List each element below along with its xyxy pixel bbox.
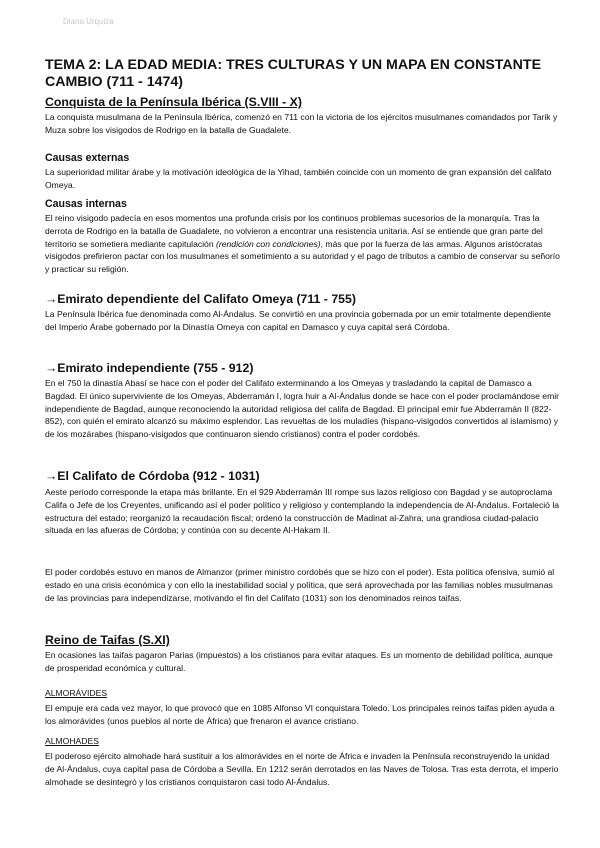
taifas-heading: Reino de Taifas (S.XI)	[45, 633, 170, 647]
internas-text-a: El reino visigodo padecía en esos momentos una profunda crisis por los continuos problemas sucesorios de la monarquía. Tras la derrota de Rodrigo en la batalla de Guadalete, no volvieron a encontrar una resistencia unitaria. Así se entiende que gran parte del territorio se sometiera mediante capitulación	[45, 213, 543, 249]
almohades-text: El poderoso ejército almohade hará sustituir a los almorávides en el norte de África e invaden la Península reconstruyendo la unidad de Al-Ándalus, cuya capital pasa de Córdoba a Sevilla. En 1212 serán derrotados en las Naves de Tolosa. Tras esta derrota, el imperio almohade se desintegró y los cristianos conquistaron casi todo Al-Ándalus.	[45, 751, 559, 787]
internas-text-italic: (rendición con condiciones)	[216, 238, 321, 249]
emirato-independiente-heading: →Emirato independiente (755 - 912)	[45, 361, 254, 375]
taifas-text: En ocasiones las taifas pagaron Parias (impuestos) a los cristianos para evitar ataques. Es un momento de debilidad política, aunque de prosperidad económica y cultural.	[45, 650, 553, 673]
conquista-text: La conquista musulmana de la Península Ibérica, comenzó en 711 con la victoria de los ejércitos musulmanes comandados por Tarik y Muza sobre los visigodos de Rodrigo en la batalla de Guadalete.	[45, 112, 558, 135]
emirato-dependiente-text: La Península Ibérica fue denominada como Al-Ándalus. Se convirtió en una provincia gobernada por un emir totalmente dependiente del Imperio Árabe gobernado por la Dinastía Omeya con capital en Damasco y cuya capital será Córdoba.	[45, 309, 551, 332]
internas-text-b: , más que por la fuerza de las armas. Algunos aristócratas visigodos prefirieron pactar con los musulmanes el sometimiento a su autoridad y el pago de tributos a cambio de conservar su señorío y practicar su religión.	[45, 238, 560, 275]
emirato-independiente-text: En el 750 la dinastía Abasí se hace con el poder del Califato exterminando a los Omeyas y trasladando la capital de Damasco a Bagdad. El único superviviente de los Omeyas, Abderramán I, logra huir a Al-Ándalus donde se hace con el poder proclamándose emir independiente de Bagdad, aunque reconociendo la autoridad religiosa del califa de Bagdad. El principal emir fue Abderramán II (822-852), con quién el emirato alcanzó su máximo esplendor. Las revueltas de los muladíes (hispano-visigodos convertidos al islamismo) y de los mozárabes (hispano-visigodos que continuaron siendo cristianos) contra el poder cordobés.	[45, 378, 560, 440]
almohades-heading: ALMOHADES	[45, 736, 99, 746]
causas-externas-heading: Causas externas	[45, 152, 130, 164]
conquista-heading: Conquista de la Península Ibérica (S.VIII - X)	[45, 95, 302, 109]
califato-text-2: El poder cordobés estuvo en manos de Almanzor (primer ministro cordobés que se hizo con el poder). Esta política ofensiva, sumió al estado en una crisis económica y con ello la inestabilidad social y política, que será aprovechada por las familias nobles musulmanas de las provincias para independizarse, motivando el fin del Califato (1031) son los denominados reinos taifas.	[45, 567, 555, 603]
causas-internas-heading: Causas internas	[45, 198, 127, 210]
califato-text-1: Aeste periodo corresponde la etapa más brillante. En el 929 Abderramán III rompe sus lazos religioso con Bagdad y se autoproclama Califa o Jefe de los Creyentes, unificando así el poder político y religioso y contemplando la independencia de Al-Ándalus. Fortaleció la estructura del estado; reorganizó la recaudación fiscal; ordenó la construcción de Madinat al-Zahra, una grandiosa ciudad-palacio situada en las afueras de Córdoba; y continúa con su decente Al-Hakam II.	[45, 487, 560, 536]
causas-internas-text	[45, 212, 560, 276]
califato-heading: →El Califato de Córdoba (912 - 1031)	[45, 469, 260, 483]
almoravides-heading: ALMORÁVIDES	[45, 688, 108, 698]
author-watermark: Diana Urquiza	[63, 17, 114, 26]
page-title: TEMA 2: LA EDAD MEDIA: TRES CULTURAS Y UN MAPA EN CONSTANTE CAMBIO (711 - 1474)	[45, 57, 542, 90]
almoravides-text: El empuje era cada vez mayor, lo que provocó que en 1085 Alfonso VI conquistara Toledo. Los principales reinos taifas piden ayuda a los almorávides (unos pueblos al norte de África) que frenaron el avance cristiano.	[45, 703, 555, 726]
causas-externas-text: La superioridad militar árabe y la motivación ideológica de la Yihad, también coincide con un momento de gran expansión del califato Omeya.	[45, 167, 552, 190]
emirato-dependiente-heading: →Emirato dependiente del Califato Omeya (711 - 755)	[45, 292, 356, 306]
